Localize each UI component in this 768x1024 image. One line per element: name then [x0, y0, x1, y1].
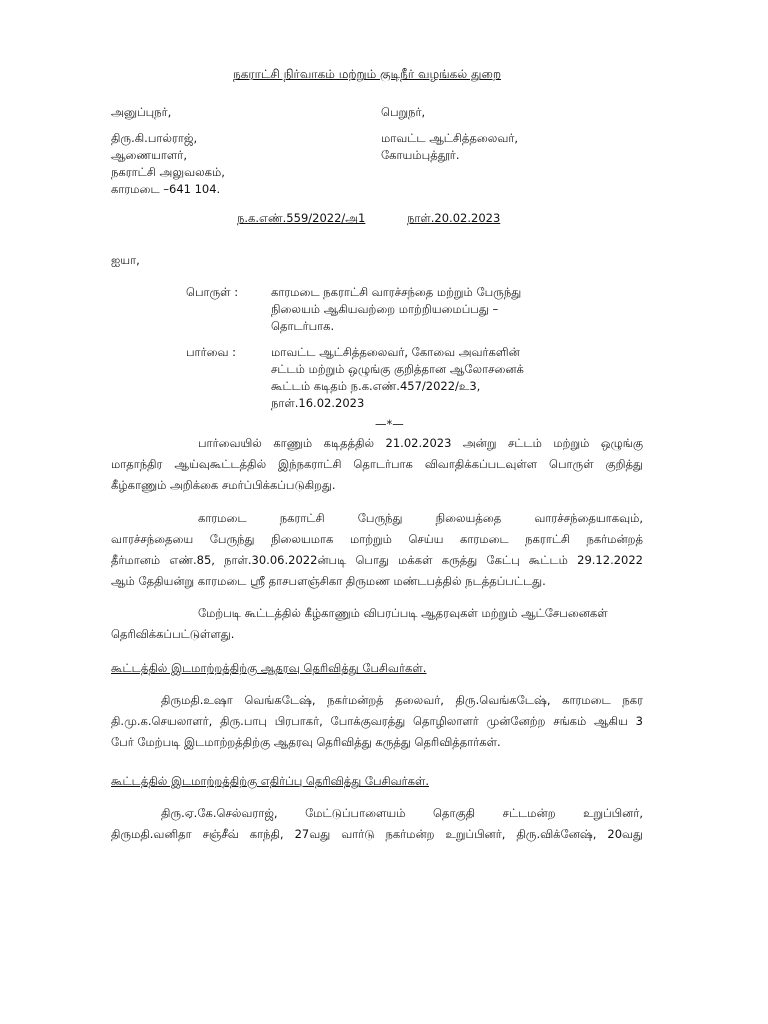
paragraph-line: திரு.ஏ.கே.செல்வராஜ், மேட்டுப்பாளையம் தொகுதி சட்டமன்ற உறுப்பினர், — [161, 806, 643, 820]
separator: —*— — [375, 417, 404, 431]
paragraph-line: தி.மு.க.செயலாளர், திரு.பாபு பிரபாகர், போக்குவரத்து தொழிலாளர் முன்னேற்ற சங்கம் ஆகிய 3 — [111, 714, 643, 728]
paragraph-line: வாரச்சந்தையை பேருந்து நிலையமாக மாற்றும் செய்ய காரமடை நகராட்சி நகர்மன்றத் — [111, 532, 643, 546]
reference-line: சட்டம் மற்றும் ஒழுங்கு குறித்தான ஆலோசனைக் — [271, 362, 524, 376]
subject-line: நிலையம் ஆகியவற்றை மாற்றியமைப்பது – — [271, 302, 499, 316]
paragraph-summary — [111, 603, 643, 645]
reference-date: நாள்.20.02.2023 — [407, 211, 501, 225]
paragraph-line: திருமதி.வனிதா சஞ்சீவ் காந்தி, 27வது வார்டு நகர்மன்ற உறுப்பினர், திரு.விக்னேஷ், 20வது — [111, 827, 643, 841]
sender-label: அனுப்புநர், — [111, 105, 172, 119]
paragraph-intro — [111, 433, 643, 496]
oppose-heading: கூட்டத்தில் இடமாற்றத்திற்கு எதிர்ப்பு தெரிவித்து பேசிவர்கள். — [111, 774, 429, 788]
reference-line: மாவட்ட ஆட்சித்தலைவர், கோவை அவர்களின் — [271, 345, 520, 359]
sender-office: நகராட்சி அலுவலகம், — [111, 165, 225, 179]
sender-name: திரு.கி.பால்ராஜ், — [111, 131, 198, 145]
reference-line: நாள்.16.02.2023 — [271, 396, 365, 410]
paragraph-line: மேற்படி கூட்டத்தில் கீழ்காணும் விபரப்படி ஆதரவுகள் மற்றும் ஆட்சேபனைகள் — [198, 606, 608, 620]
paragraph-line: மாதாந்திர ஆய்வுகூட்டத்தில் இந்நகராட்சி தொடர்பாக விவாதிக்கப்படவுள்ள பொருள் குறித்து — [111, 457, 643, 471]
subject-line: தொடர்பாக. — [271, 319, 335, 333]
reference-number: ந.க.எண்.559/2022/அ1 — [237, 211, 366, 225]
paragraph-line: காரமடை நகராட்சி பேருந்து நிலையத்தை வாரச்சந்தையாகவும், — [198, 511, 643, 525]
paragraph-meeting — [111, 508, 643, 592]
paragraph-line: ஆம் தேதியன்று காரமடை ஸ்ரீ தாசபளஞ்சிகா திருமண மண்டபத்தில் நடத்தப்பட்டது. — [111, 574, 546, 588]
support-paragraph — [111, 690, 643, 753]
sender-address: காரமடை –641 104. — [111, 182, 221, 196]
department-title: நகராட்சி நிர்வாகம் மற்றும் குடிநீர் வழங்கல் துறை — [233, 67, 501, 81]
paragraph-line: திருமதி.உஷா வெங்கடேஷ், நகர்மன்றத் தலைவர், திரு.வெங்கடேஷ், காரமடை நகர — [161, 693, 643, 707]
reference-label: பார்வை : — [186, 345, 236, 359]
paragraph-line: பார்வையில் காணும் கடிதத்தில் 21.02.2023 அன்று சட்டம் மற்றும் ஒழுங்கு — [198, 436, 643, 450]
recipient-label: பெறுநர், — [381, 105, 426, 119]
recipient-designation: மாவட்ட ஆட்சித்தலைவர், — [381, 131, 519, 145]
salutation: ஐயா, — [111, 253, 140, 267]
paragraph-line: தெரிவிக்கப்பட்டுள்ளது. — [111, 627, 235, 641]
subject-line: காரமடை நகராட்சி வாரச்சந்தை மற்றும் பேருந்து — [271, 285, 522, 299]
paragraph-line: பேர் மேற்படி இடமாற்றத்திற்கு ஆதரவு தெரிவித்து கருத்து தெரிவித்தார்கள். — [111, 735, 501, 749]
support-heading: கூட்டத்தில் இடமாற்றத்திற்கு ஆதரவு தெரிவித்து பேசிவர்கள். — [111, 661, 427, 675]
subject-label: பொருள் : — [186, 285, 239, 299]
sender-designation: ஆணையாளர், — [111, 148, 187, 162]
oppose-paragraph — [111, 803, 643, 845]
reference-line: கூட்டம் கடிதம் ந.க.எண்.457/2022/உ3, — [271, 379, 481, 393]
paragraph-line: தீர்மானம் எண்.85, நாள்.30.06.2022ன்படி பொது மக்கள் கருத்து கேட்பு கூட்டம் 29.12.2022 — [111, 553, 643, 567]
paragraph-line: கீழ்காணும் அறிக்கை சமர்ப்பிக்கப்படுகிறது. — [111, 478, 336, 492]
recipient-place: கோயம்புத்தூர். — [381, 148, 460, 162]
